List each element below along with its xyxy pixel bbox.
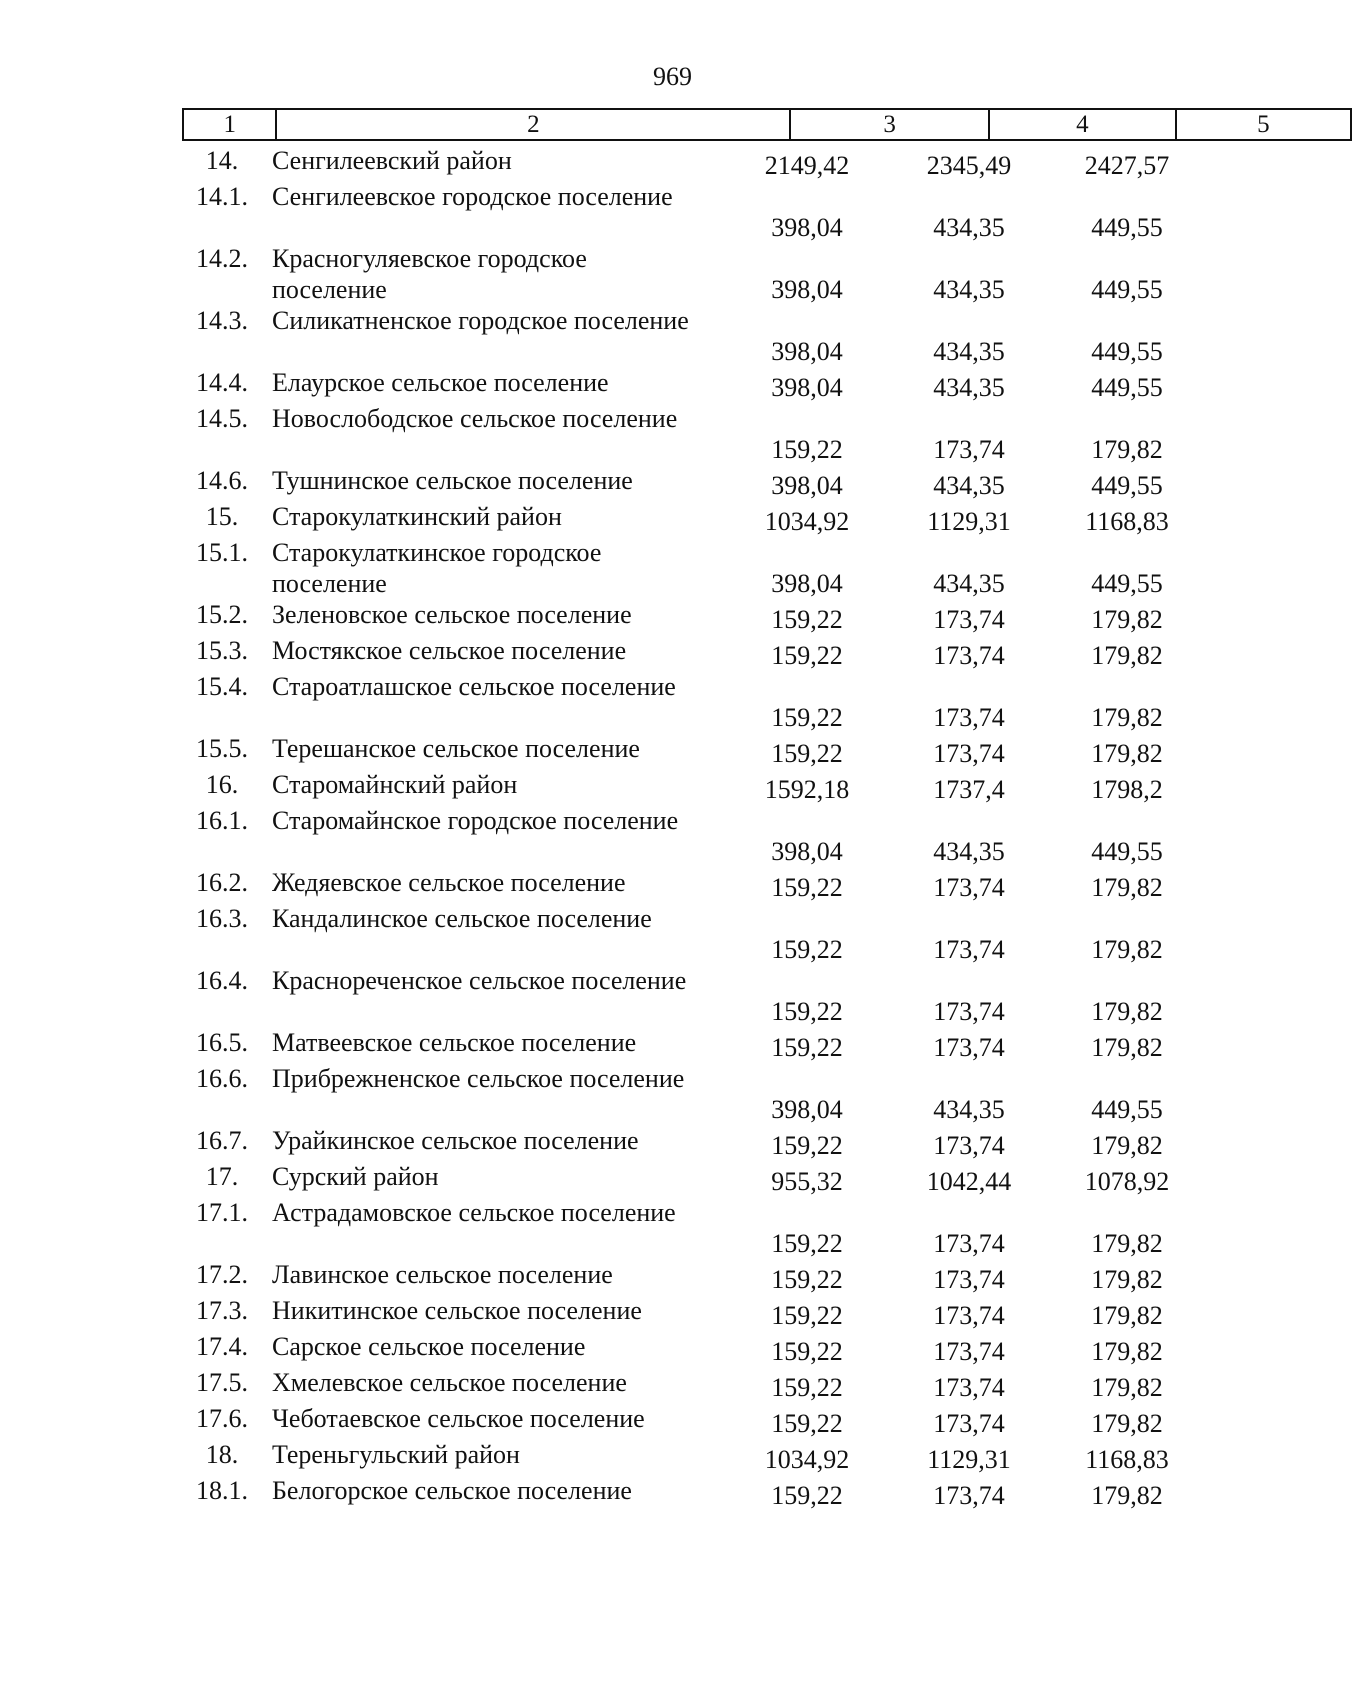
table-row — [182, 537, 1352, 599]
column-header-1: 1 — [183, 109, 276, 140]
row-name: Сенгилеевское городское поселение — [272, 182, 673, 211]
value-col-3: 159,22 — [771, 1301, 843, 1330]
row-name: Старокулаткинское городское поселение — [272, 538, 602, 598]
value-col-3: 1592,18 — [764, 775, 850, 804]
value-col-3: 159,22 — [771, 1409, 843, 1438]
table-row — [182, 145, 1352, 181]
value-col-3: 398,04 — [771, 213, 843, 242]
value-col-5: 2427,57 — [1084, 151, 1170, 180]
value-col-3: 398,04 — [771, 275, 843, 304]
value-col-4: 1129,31 — [927, 507, 1011, 536]
value-col-3: 159,22 — [771, 739, 843, 768]
row-name: Тереньгульский район — [272, 1440, 520, 1469]
value-col-4: 173,74 — [933, 739, 1005, 768]
value-col-4: 434,35 — [933, 213, 1005, 242]
value-col-4: 173,74 — [933, 1337, 1005, 1366]
value-col-4: 173,74 — [933, 1481, 1005, 1510]
value-col-5: 179,82 — [1091, 935, 1163, 964]
row-number: 15.4. — [196, 672, 248, 701]
row-number: 14.5. — [196, 404, 248, 433]
value-col-3: 398,04 — [771, 1095, 843, 1124]
value-col-3: 159,22 — [771, 1131, 843, 1160]
value-col-3: 159,22 — [771, 873, 843, 902]
table-row — [182, 903, 1352, 965]
row-name: Терешанское сельское поселение — [272, 734, 640, 763]
value-col-3: 398,04 — [771, 837, 843, 866]
value-col-3: 159,22 — [771, 605, 843, 634]
value-col-5: 179,82 — [1091, 1265, 1163, 1294]
value-col-3: 159,22 — [771, 435, 843, 464]
table-row — [182, 1367, 1352, 1403]
value-col-5: 449,55 — [1091, 275, 1163, 304]
value-col-4: 173,74 — [933, 1373, 1005, 1402]
row-number: 17.2. — [196, 1260, 248, 1289]
table-row — [182, 599, 1352, 635]
row-number: 17.4. — [196, 1332, 248, 1361]
table-row — [182, 1403, 1352, 1439]
column-header-4: 4 — [989, 109, 1176, 140]
row-name: Елаурское сельское поселение — [272, 368, 609, 397]
row-number: 15.2. — [196, 600, 248, 629]
row-name: Кандалинское сельское поселение — [272, 904, 652, 933]
table-row — [182, 305, 1352, 367]
value-col-5: 449,55 — [1091, 1095, 1163, 1124]
value-col-5: 179,82 — [1091, 873, 1163, 902]
row-number: 15.3. — [196, 636, 248, 665]
value-col-4: 434,35 — [933, 1095, 1005, 1124]
value-col-3: 159,22 — [771, 1033, 843, 1062]
column-header-2: 2 — [276, 109, 790, 140]
row-number: 16.1. — [196, 806, 248, 835]
value-col-5: 449,55 — [1091, 213, 1163, 242]
page-number: 969 — [653, 62, 692, 91]
row-number: 14.6. — [196, 466, 248, 495]
row-number: 14.4. — [196, 368, 248, 397]
value-col-3: 159,22 — [771, 1265, 843, 1294]
row-name: Староатлашское сельское поселение — [272, 672, 676, 701]
value-col-3: 159,22 — [771, 1337, 843, 1366]
value-col-4: 173,74 — [933, 1301, 1005, 1330]
value-col-5: 179,82 — [1091, 435, 1163, 464]
value-col-4: 173,74 — [933, 435, 1005, 464]
value-col-5: 179,82 — [1091, 1337, 1163, 1366]
value-col-3: 1034,92 — [764, 1445, 850, 1474]
value-col-5: 179,82 — [1091, 1373, 1163, 1402]
column-header-row — [183, 109, 1351, 140]
column-header-3: 3 — [790, 109, 989, 140]
table-row — [182, 403, 1352, 465]
row-number: 16.4. — [196, 966, 248, 995]
value-col-4: 434,35 — [933, 471, 1005, 500]
table-row — [182, 1197, 1352, 1259]
row-name: Старомайнское городское поселение — [272, 806, 679, 835]
row-number: 17.1. — [196, 1198, 248, 1227]
value-col-4: 173,74 — [933, 605, 1005, 634]
value-col-3: 159,22 — [771, 641, 843, 670]
row-number: 16.2. — [196, 868, 248, 897]
value-col-3: 159,22 — [771, 1481, 843, 1510]
row-number: 14.1. — [196, 182, 248, 211]
table-row — [182, 367, 1352, 403]
value-col-4: 173,74 — [933, 1409, 1005, 1438]
table-row — [182, 1161, 1352, 1197]
value-col-4: 1042,44 — [926, 1167, 1012, 1196]
row-number: 16.6. — [196, 1064, 248, 1093]
table-row — [182, 805, 1352, 867]
value-col-4: 173,74 — [933, 873, 1005, 902]
row-number: 14. — [205, 146, 239, 175]
row-name: Прибрежненское сельское поселение — [272, 1064, 685, 1093]
value-col-5: 179,82 — [1091, 1481, 1163, 1510]
column-header-5: 5 — [1176, 109, 1351, 140]
value-col-3: 159,22 — [771, 997, 843, 1026]
value-col-5: 449,55 — [1091, 471, 1163, 500]
row-number: 15. — [205, 502, 239, 531]
value-col-3: 955,32 — [771, 1167, 843, 1196]
table-row — [182, 243, 1352, 305]
value-col-4: 434,35 — [933, 837, 1005, 866]
row-name: Лавинское сельское поселение — [272, 1260, 613, 1289]
value-col-5: 179,82 — [1091, 1033, 1163, 1062]
row-name: Старомайнский район — [272, 770, 518, 799]
row-name: Новослободское сельское поселение — [272, 404, 678, 433]
row-number: 18.1. — [196, 1476, 248, 1505]
value-col-5: 1168,83 — [1085, 1445, 1169, 1474]
value-col-3: 398,04 — [771, 471, 843, 500]
row-name: Чеботаевское сельское поселение — [272, 1404, 645, 1433]
value-col-4: 173,74 — [933, 703, 1005, 732]
table-row — [182, 867, 1352, 903]
table-row — [182, 1063, 1352, 1125]
value-col-4: 173,74 — [933, 1229, 1005, 1258]
table-row — [182, 1027, 1352, 1063]
row-number: 17.3. — [196, 1296, 248, 1325]
value-col-4: 434,35 — [933, 337, 1005, 366]
row-name: Старокулаткинский район — [272, 502, 562, 531]
row-number: 16.3. — [196, 904, 248, 933]
value-col-5: 179,82 — [1091, 1409, 1163, 1438]
value-col-4: 173,74 — [933, 1033, 1005, 1062]
value-col-5: 179,82 — [1091, 997, 1163, 1026]
value-col-5: 449,55 — [1091, 337, 1163, 366]
value-col-3: 159,22 — [771, 1373, 843, 1402]
row-number: 17.6. — [196, 1404, 248, 1433]
table-row — [182, 671, 1352, 733]
row-number: 18. — [205, 1440, 239, 1469]
value-col-4: 173,74 — [933, 1265, 1005, 1294]
row-number: 15.1. — [196, 538, 248, 567]
row-name: Тушнинское сельское поселение — [272, 466, 633, 495]
row-number: 17.5. — [196, 1368, 248, 1397]
value-col-3: 159,22 — [771, 1229, 843, 1258]
table-row — [182, 1475, 1352, 1511]
value-col-3: 398,04 — [771, 569, 843, 598]
table-row — [182, 1439, 1352, 1475]
value-col-3: 2149,42 — [764, 151, 850, 180]
value-col-3: 159,22 — [771, 935, 843, 964]
row-name: Хмелевское сельское поселение — [272, 1368, 627, 1397]
row-name: Силикатненское городское поселение — [272, 306, 689, 335]
value-col-4: 434,35 — [933, 275, 1005, 304]
row-number: 17. — [205, 1162, 239, 1191]
row-number: 15.5. — [196, 734, 248, 763]
row-number: 16. — [205, 770, 239, 799]
value-col-5: 179,82 — [1091, 739, 1163, 768]
row-name: Матвеевское сельское поселение — [272, 1028, 637, 1057]
row-number: 16.7. — [196, 1126, 248, 1155]
value-col-3: 159,22 — [771, 703, 843, 732]
value-col-5: 1168,83 — [1085, 507, 1169, 536]
value-col-4: 173,74 — [933, 641, 1005, 670]
row-name: Красногуляевское городское поселение — [272, 244, 587, 304]
table-row — [182, 181, 1352, 243]
row-name: Никитинское сельское поселение — [272, 1296, 642, 1325]
row-name: Белогорское сельское поселение — [272, 1476, 632, 1505]
value-col-5: 179,82 — [1091, 641, 1163, 670]
table-row — [182, 465, 1352, 501]
row-number: 16.5. — [196, 1028, 248, 1057]
value-col-4: 434,35 — [933, 373, 1005, 402]
row-name: Жедяевское сельское поселение — [272, 868, 626, 897]
value-col-3: 398,04 — [771, 373, 843, 402]
table-row — [182, 1331, 1352, 1367]
value-col-5: 179,82 — [1091, 1131, 1163, 1160]
row-name: Краснореченское сельское поселение — [272, 966, 687, 995]
table-row — [182, 1295, 1352, 1331]
value-col-5: 1078,92 — [1084, 1167, 1170, 1196]
value-col-3: 1034,92 — [764, 507, 850, 536]
value-col-4: 173,74 — [933, 997, 1005, 1026]
value-col-5: 179,82 — [1091, 1229, 1163, 1258]
value-col-4: 173,74 — [933, 1131, 1005, 1160]
value-col-5: 179,82 — [1091, 605, 1163, 634]
row-name: Мостякское сельское поселение — [272, 636, 627, 665]
row-name: Астрадамовское сельское поселение — [272, 1198, 676, 1227]
row-name: Сурский район — [272, 1162, 439, 1191]
table-row — [182, 769, 1352, 805]
table-body — [182, 145, 1352, 1511]
value-col-4: 1129,31 — [927, 1445, 1011, 1474]
table-row — [182, 965, 1352, 1027]
value-col-4: 173,74 — [933, 935, 1005, 964]
value-col-3: 398,04 — [771, 337, 843, 366]
value-col-4: 1737,4 — [933, 775, 1005, 804]
value-col-5: 449,55 — [1091, 373, 1163, 402]
table-row — [182, 635, 1352, 671]
value-col-5: 449,55 — [1091, 569, 1163, 598]
value-col-4: 2345,49 — [926, 151, 1012, 180]
table-row — [182, 1259, 1352, 1295]
row-name: Сенгилеевский район — [272, 146, 512, 175]
table-row — [182, 733, 1352, 769]
column-header-table — [182, 108, 1352, 141]
table-row — [182, 501, 1352, 537]
value-col-5: 449,55 — [1091, 837, 1163, 866]
row-name: Сарское сельское поселение — [272, 1332, 586, 1361]
value-col-5: 1798,2 — [1091, 775, 1163, 804]
row-name: Урайкинское сельское поселение — [272, 1126, 639, 1155]
value-col-5: 179,82 — [1091, 1301, 1163, 1330]
row-number: 14.3. — [196, 306, 248, 335]
row-number: 14.2. — [196, 244, 248, 273]
table-row — [182, 1125, 1352, 1161]
value-col-5: 179,82 — [1091, 703, 1163, 732]
row-name: Зеленовское сельское поселение — [272, 600, 632, 629]
value-col-4: 434,35 — [933, 569, 1005, 598]
